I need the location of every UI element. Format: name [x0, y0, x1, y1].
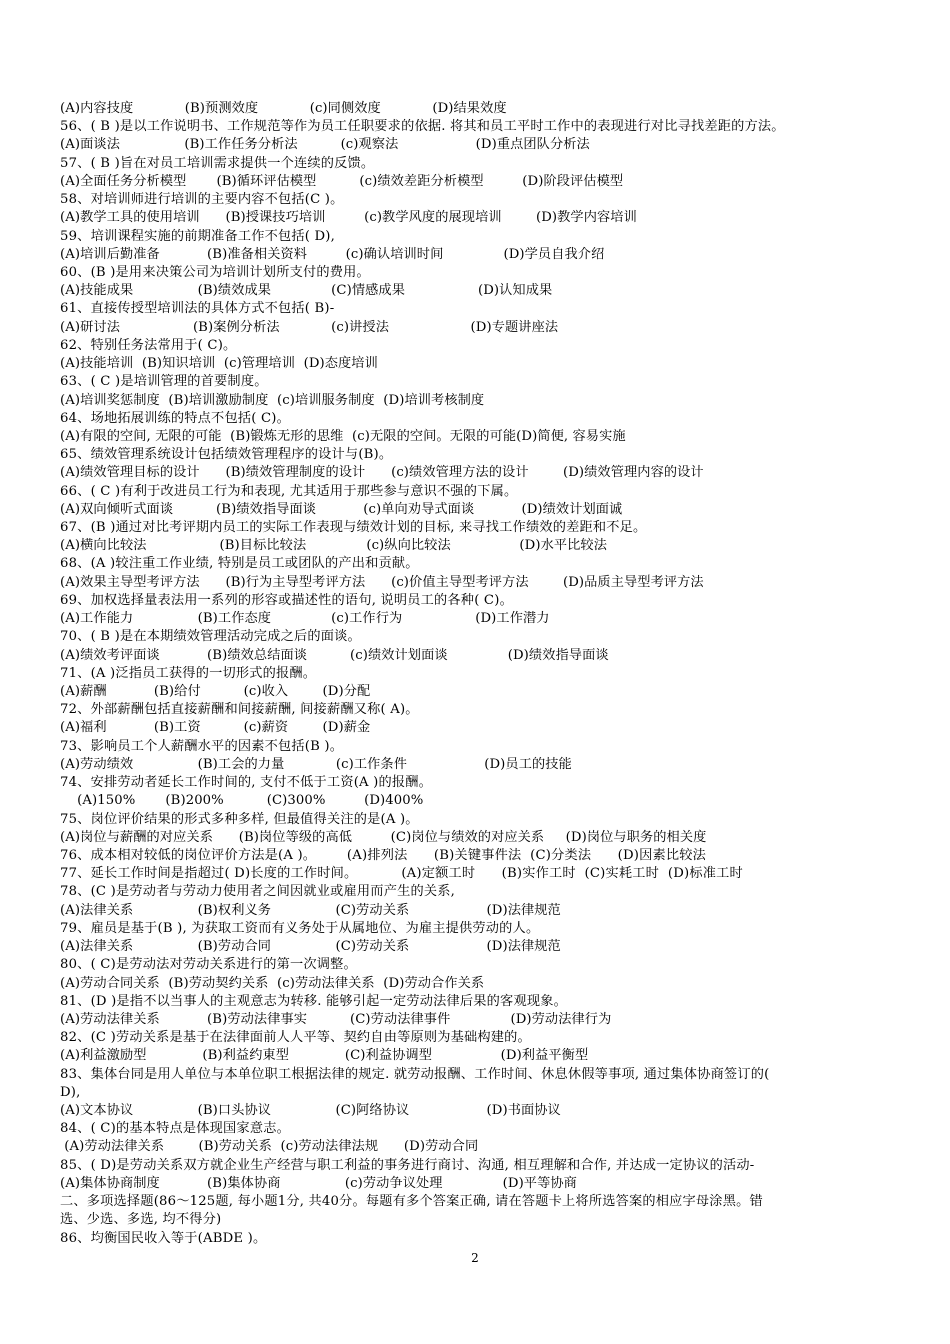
- option-line: (A)福利 (B)工资 (c)薪资 (D)薪金: [60, 720, 371, 736]
- option-line: (A)劳动绩效 (B)工会的力量 (c)工作条件 (D)员工的技能: [60, 756, 572, 772]
- question-line: 65、绩效管理系统设计包括绩效管理程序的设计与(B)。: [60, 447, 393, 463]
- option-line: (A)法律关系 (B)权利义务 (C)劳动关系 (D)法律规范: [60, 902, 561, 918]
- option-line: (A)教学工具的使用培训 (B)授课技巧培训 (c)教学风度的展现培训 (D)教学内容培训: [60, 210, 637, 226]
- option-line: (A)薪酬 (B)给付 (c)收入 (D)分配: [60, 684, 371, 699]
- question-line: 71、(A )泛指员工获得的一切形式的报酬。: [60, 665, 317, 681]
- question-line: 58、对培训师进行培训的主要内容不包括(C )。: [60, 192, 344, 208]
- question-line: 66、( C )有利于改进员工行为和表现, 尤其适用于那些参与意识不强的下属。: [60, 483, 518, 499]
- question-line: 76、成本相对较低的岗位评价方法是(A )。 (A)排列法 (B)关键事件法 (C)分类法 (D)因素比较法: [60, 847, 707, 863]
- option-line: (A)利益激励型 (B)利益约東型 (C)利益协调型 (D)利益平衡型: [60, 1048, 589, 1064]
- option-line: (A)双向倾听式面谈 (B)绩效指导面谈 (c)单向劝导式面谈 (D)绩效计划面诚: [60, 501, 623, 517]
- option-line: (A)法律关系 (B)劳动合同 (C)劳动关系 (D)法律规范: [60, 939, 561, 955]
- option-line: (A)集体协商制度 (B)集体协商 (c)劳动争议处理 (D)平等协商: [60, 1175, 577, 1191]
- question-line: 84、( C)的基本特点是体现国家意志。: [60, 1121, 290, 1137]
- option-line: (A)劳动法律关系 (B)劳动关系 (c)劳动法律法规 (D)劳动合同: [60, 1139, 479, 1155]
- question-line: 64、场地拓展训练的特点不包括( C)。: [60, 410, 290, 426]
- question-line: 83、集体台同是用人单位与本单位职工根据法律的规定. 就劳动报酬、工作时间、休息休假等事项, 通过集体协商签订的(: [60, 1066, 770, 1082]
- question-line: 59、培训课程实施的前期准备工作不包括( D),: [60, 228, 336, 244]
- question-line: 56、( B )是以工作说明书、工作规范等作为员工任职要求的依据. 将其和员工平时工作中的表现进行对比寻找差距的方法。: [60, 119, 785, 135]
- question-line: 86、均衡国民收入等于(ABDE )。: [60, 1230, 267, 1246]
- option-line: (A)培训奖惩制度 (B)培训激励制度 (c)培训服务制度 (D)培训考核制度: [60, 392, 485, 408]
- option-line: (A)劳动合同关系 (B)劳动契约关系 (c)劳动法律关系 (D)劳动合作关系: [60, 975, 485, 991]
- option-line: (A)效果主导型考评方法 (B)行为主导型考评方法 (c)价值主导型考评方法 (D)品质主导型考评方法: [60, 574, 704, 590]
- option-line: (A)有限的空间, 无限的可能 (B)锻炼无形的思维 (c)无限的空间。无限的可能(D)简便, 容易实施: [60, 428, 626, 444]
- question-line: 68、(A )较注重工作业绩, 特别是员工或团队的产出和贡献。: [60, 556, 419, 572]
- page-number: 2: [471, 1251, 479, 1265]
- option-line: (A)横向比较法 (B)目标比较法 (c)纵向比较法 (D)水平比较法: [60, 538, 608, 554]
- question-line: D),: [60, 1084, 81, 1100]
- question-line: 80、( C)是劳动法对劳动关系进行的第一次调整。: [60, 957, 357, 973]
- question-line: 67、(B )通过对比考评期内员工的实际工作表现与绩效计划的目标, 来寻找工作绩效的差距和不足。: [60, 520, 647, 536]
- question-line: 63、( C )是培训管理的首要制度。: [60, 374, 268, 390]
- question-line: 81、(D )是指不以当事人的主观意志为转移. 能够引起一定劳动法律后果的客观现象。: [60, 993, 567, 1009]
- option-line: (A)劳动法律关系 (B)劳动法律事实 (C)劳动法律事件 (D)劳动法律行为: [60, 1011, 612, 1027]
- option-line: (A)技能成果 (B)绩效成果 (C)情感成果 (D)认知成果: [60, 283, 553, 299]
- question-line: 70、( B )是在本期绩效管理活动完成之后的面谈。: [60, 629, 361, 645]
- question-line: 77、延长工作时间是指超过( D)长度的工作时间。 (A)定额工时 (B)实作工时 (C)实耗工时 (D)标准工时: [60, 866, 743, 882]
- option-line: (A)岗位与薪酬的对应关系 (B)岗位等级的高低 (C)岗位与绩效的对应关系 (D)岗位与职务的相关度: [60, 829, 707, 845]
- question-line: 75、岗位评价结果的形式多种多样, 但最值得关注的是(A )。: [60, 811, 419, 827]
- option-line: (A)研讨法 (B)案例分析法 (c)讲授法 (D)专题讲座法: [60, 319, 559, 335]
- option-line: (A)文本协议 (B)口头协议 (C)阿络协议 (D)书面协议: [60, 1103, 561, 1119]
- question-list: [60, 100, 920, 1248]
- option-line: (A)绩效管理目标的设计 (B)绩效管理制度的设计 (c)绩效管理方法的设计 (D)绩效管理内容的设计: [60, 465, 704, 481]
- question-line: 69、加权选择量表法用一系列的形容或描述性的语句, 说明员工的各种( C)。: [60, 592, 513, 608]
- option-line: (A)工作能力 (B)工作态度 (c)工作行为 (D)工作潜力: [60, 611, 550, 627]
- question-line: 74、安排劳动者延长工作时间的, 支付不低于工资(A )的报酬。: [60, 775, 433, 791]
- option-line: (A)绩效考评面谈 (B)绩效总结面谈 (c)绩效计划面谈 (D)绩效指导面谈: [60, 647, 609, 663]
- question-line: 73、影响员工个人薪酬水平的因素不包括(B )。: [60, 738, 344, 754]
- question-line: 85、( D)是劳动关系双方就企业生产经营与职工利益的事务进行商讨、沟通, 相互理解和合作, 并达成一定协议的活动-: [60, 1157, 755, 1173]
- question-line: 61、直接传授型培训法的具体方式不包括( B)-: [60, 301, 335, 317]
- question-line: 60、(B )是用来决策公司为培训计划所支付的费用。: [60, 264, 370, 280]
- option-line: (A)全面任务分析模型 (B)循环评估模型 (c)绩效差距分析模型 (D)阶段评估模型: [60, 173, 624, 189]
- question-line: 72、外部薪酬包括直接薪酬和间接薪酬, 间接薪酬又称( A)。: [60, 702, 419, 718]
- option-line: (A)内容技度 (B)预测效度 (c)同侧效度 (D)结果效度: [60, 101, 507, 116]
- question-line: 57、( B )旨在对员工培训需求提供一个连续的反馈。: [60, 155, 375, 171]
- question-line: 78、(C )是劳动者与劳动力使用者之间因就业或雇用而产生的关系,: [60, 884, 456, 900]
- question-line: 二、多项选择题(86～125题, 每小题1分, 共40分。每题有多个答案正确, 请在答题卡上将所选答案的相应字母涂黑。错: [60, 1194, 763, 1210]
- option-line: (A)面谈法 (B)工作任务分析法 (c)观察法 (D)重点团队分析法: [60, 137, 590, 153]
- question-line: 79、雇员是基于(B ), 为获取工资而有义务处于从属地位、为雇主提供劳动的人。: [60, 920, 540, 936]
- option-line: (A)技能培训 (B)知识培训 (c)管理培训 (D)态度培训: [60, 356, 378, 372]
- question-line: 82、(C )劳动关系是基于在法律面前人人平等、契约自由等原则为基础构建的。: [60, 1030, 531, 1046]
- option-line: (A)150% (B)200% (C)300% (D)400%: [60, 793, 424, 809]
- question-line: 62、特别任务法常用于( C)。: [60, 337, 237, 353]
- question-line: 选、少选、多选, 均不得分): [60, 1212, 222, 1228]
- option-line: (A)培训后勤准备 (B)准备相关资料 (c)确认培训时间 (D)学员自我介绍: [60, 246, 605, 262]
